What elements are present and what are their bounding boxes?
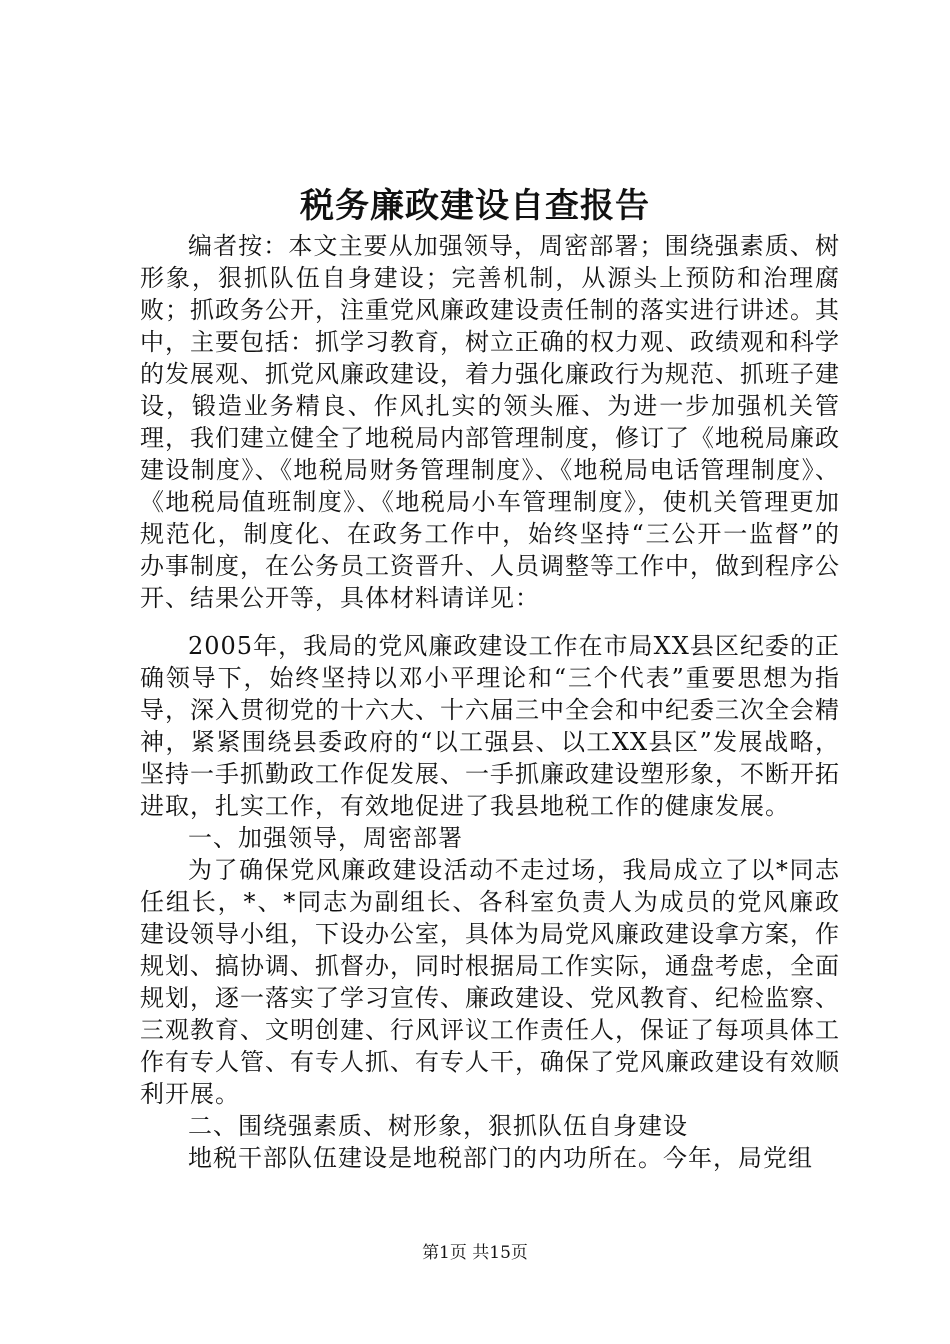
main-content-block: [140, 630, 840, 1174]
section-1-paragraph: 为了确保党风廉政建设活动不走过场，我局成立了以*同志任组长，*、*同志为副组长、各科室负责人为成员的党风廉政建设领导小组，下设办公室，具体为局党风廉政建设拿方案，作规划、搞协调、抓督办，同时根据局工作实际，通盘考虑，全面规划，逐一落实了学习宣传、廉政建设、党风教育、纪检监察、三观教育、文明创建、行风评议工作责任人，保证了每项具体工作有专人管、有专人抓、有专人干，确保了党风廉政建设有效顺利开展。: [140, 856, 840, 1108]
intro-paragraph: 2005年，我局的党风廉政建设工作在市局XX县区纪委的正确领导下，始终坚持以邓小平理论和“三个代表”重要思想为指导，深入贯彻党的十六大、十六届三中全会和中纪委三次全会精神，紧紧围绕县委政府的“以工强县、以工XX县区”发展战略，坚持一手抓勤政工作促发展、一手抓廉政建设塑形象，不断开拓进取，扎实工作，有效地促进了我县地税工作的健康发展。: [140, 632, 840, 820]
document-title: 税务廉政建设自查报告: [300, 186, 650, 226]
page-footer: 第1页 共15页: [422, 1243, 528, 1263]
editor-note-block: [140, 230, 840, 614]
section-1-heading: 一、加强领导，周密部署: [188, 824, 463, 852]
section-2-heading: 二、围绕强素质、树形象，狠抓队伍自身建设: [188, 1112, 688, 1140]
section-2-paragraph: 地税干部队伍建设是地税部门的内功所在。今年，局党组: [188, 1144, 813, 1172]
editor-note-paragraph: 编者按：本文主要从加强领导，周密部署；围绕强素质、树形象，狠抓队伍自身建设；完善机制，从源头上预防和治理腐败；抓政务公开，注重党风廉政建设责任制的落实进行讲述。其中，主要包括：抓学习教育，树立正确的权力观、政绩观和科学的发展观、抓党风廉政建设，着力强化廉政行为规范、抓班子建设，锻造业务精良、作风扎实的领头雁、为进一步加强机关管理，我们建立健全了地税局内部管理制度，修订了《地税局廉政建设制度》、《地税局财务管理制度》、《地税局电话管理制度》、《地税局值班制度》、《地税局小车管理制度》，使机关管理更加规范化，制度化、在政务工作中，始终坚持“三公开一监督”的办事制度，在公务员工资晋升、人员调整等工作中，做到程序公开、结果公开等，具体材料请详见：: [140, 232, 840, 612]
